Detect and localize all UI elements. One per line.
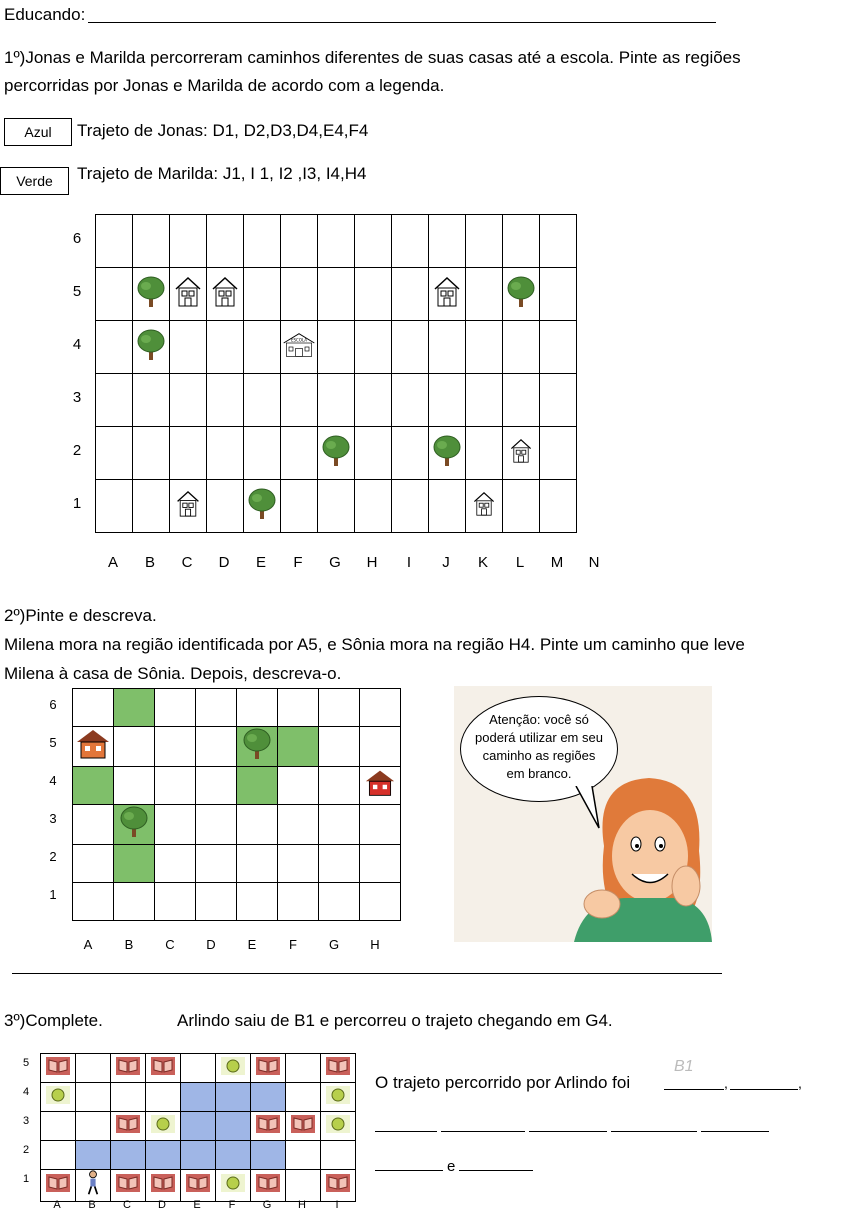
book-icon [256, 1174, 280, 1192]
grid-cell[interactable] [319, 805, 360, 845]
grid-cell[interactable] [196, 727, 237, 767]
bush-icon [326, 1115, 350, 1133]
q3-and: e [447, 1158, 456, 1175]
grid-cell[interactable] [170, 321, 207, 374]
bubble-line-2: poderá utilizar em seu [475, 730, 603, 745]
grid-cell[interactable] [41, 1170, 76, 1202]
grid-cell[interactable] [73, 883, 114, 921]
grid-cell[interactable] [392, 427, 429, 480]
grid-cell[interactable] [181, 1141, 216, 1170]
bush-icon [326, 1086, 350, 1104]
column-label: D [158, 1199, 166, 1211]
grid-cell[interactable] [133, 427, 170, 480]
grid-cell[interactable] [318, 480, 355, 533]
grid-cell[interactable] [286, 1112, 321, 1141]
bubble-line-1: Atenção: você só [489, 712, 589, 727]
grid-cell[interactable] [170, 268, 207, 321]
grid-cell[interactable] [466, 268, 503, 321]
grid-cell[interactable] [216, 1083, 251, 1112]
book-icon [46, 1057, 70, 1075]
grid-cell[interactable] [196, 883, 237, 921]
bubble-line-4: em branco. [506, 766, 572, 781]
grid-cell[interactable] [318, 374, 355, 427]
grid-cell[interactable] [133, 480, 170, 533]
grid-cell[interactable] [503, 427, 540, 480]
q3-answer-example: B1 [674, 1058, 694, 1075]
grid-cell[interactable] [181, 1112, 216, 1141]
grid-cell[interactable] [196, 767, 237, 805]
q3-blank-6[interactable] [611, 1131, 697, 1132]
grid-cell[interactable] [244, 374, 281, 427]
grid-cell[interactable] [216, 1170, 251, 1202]
column-label: E [247, 937, 257, 952]
column-label: I [335, 1199, 339, 1211]
column-label: I [406, 554, 412, 571]
book-icon [326, 1057, 350, 1075]
grid-cell[interactable] [355, 321, 392, 374]
grid-cell[interactable] [146, 1141, 181, 1170]
grid-cell[interactable] [237, 845, 278, 883]
row-label: 6 [72, 230, 82, 247]
grid-cell[interactable] [392, 374, 429, 427]
grid-cell[interactable] [503, 215, 540, 268]
grid-cell[interactable] [111, 1112, 146, 1141]
grid-cell[interactable] [281, 215, 318, 268]
bush-icon [221, 1174, 245, 1192]
grid-cell[interactable] [540, 427, 577, 480]
column-label: A [53, 1199, 61, 1211]
grid-cell[interactable] [96, 321, 133, 374]
column-label: J [442, 554, 450, 571]
column-label: F [228, 1199, 236, 1211]
boy-walking-icon [84, 1170, 102, 1196]
grid-cell[interactable] [429, 427, 466, 480]
grid-cell[interactable] [392, 480, 429, 533]
grid-cell[interactable] [133, 374, 170, 427]
grid-cell[interactable] [286, 1083, 321, 1112]
legend-azul-box: Azul [4, 118, 72, 146]
grid-cell[interactable] [466, 321, 503, 374]
grid-cell[interactable] [466, 374, 503, 427]
grid-cell[interactable] [319, 845, 360, 883]
grid-cell[interactable] [319, 689, 360, 727]
grid-cell[interactable] [355, 480, 392, 533]
grid-cell[interactable] [355, 374, 392, 427]
grid-cell[interactable] [114, 727, 155, 767]
grid-cell[interactable] [237, 805, 278, 845]
row-label: 2 [49, 848, 57, 864]
house-icon [432, 275, 462, 309]
grid-cell[interactable] [155, 883, 196, 921]
tree-icon [242, 727, 272, 761]
tree-icon [247, 487, 277, 521]
column-label: D [206, 937, 216, 952]
grid-cell[interactable] [155, 767, 196, 805]
grid-cell[interactable] [73, 805, 114, 845]
q3-statement: Arlindo saiu de B1 e percorreu o trajeto chegando em G4. [177, 1011, 613, 1030]
grid-cell[interactable] [355, 215, 392, 268]
book-icon [116, 1057, 140, 1075]
row-label: 4 [22, 1086, 30, 1098]
grid-cell[interactable] [111, 1054, 146, 1083]
grid-cell[interactable] [278, 689, 319, 727]
row-label: 2 [22, 1144, 30, 1156]
grid-cell[interactable] [360, 845, 401, 883]
bubble-tail-icon [574, 786, 604, 831]
q3-blank-7[interactable] [701, 1131, 769, 1132]
grid-cell[interactable] [286, 1141, 321, 1170]
row-label: 4 [49, 772, 57, 788]
row-label: 1 [49, 886, 57, 902]
grid-cell[interactable] [41, 1112, 76, 1141]
grid-cell[interactable] [429, 374, 466, 427]
grid-cell[interactable] [207, 427, 244, 480]
grid-cell[interactable] [318, 321, 355, 374]
grid-cell[interactable] [466, 427, 503, 480]
grid-cell[interactable] [540, 215, 577, 268]
grid-cell[interactable] [237, 689, 278, 727]
column-label: G [329, 554, 341, 571]
grid-cell[interactable] [155, 727, 196, 767]
column-label: M [550, 554, 564, 571]
grid-cell[interactable] [76, 1083, 111, 1112]
grid-cell[interactable] [278, 883, 319, 921]
bubble-line-3: caminho as regiões [482, 748, 596, 763]
grid-cell[interactable] [244, 215, 281, 268]
grid-cell[interactable] [133, 268, 170, 321]
name-line[interactable] [88, 22, 716, 23]
grid-cell[interactable] [281, 321, 318, 374]
house-icon [472, 484, 496, 524]
grid-cell[interactable] [96, 268, 133, 321]
grid-cell[interactable] [170, 480, 207, 533]
grid-cell[interactable] [237, 883, 278, 921]
grid-cell[interactable] [540, 480, 577, 533]
q1-title-cont: percorridas por Jonas e Marilda de acordo com a legenda. [4, 76, 445, 95]
grid-cell[interactable] [360, 883, 401, 921]
girl-illustration [454, 686, 712, 942]
grid-cell[interactable] [318, 215, 355, 268]
tree-icon [119, 805, 149, 839]
grid-cell[interactable] [319, 883, 360, 921]
svg-text:ESCOLA: ESCOLA [290, 337, 308, 343]
grid-cell[interactable] [360, 805, 401, 845]
grid-cell[interactable] [96, 215, 133, 268]
q3-blank-8[interactable] [375, 1170, 443, 1171]
grid-cell[interactable] [251, 1083, 286, 1112]
q3-answer-intro: O trajeto percorrido por Arlindo foi [375, 1073, 631, 1092]
grid-cell[interactable] [281, 374, 318, 427]
grid-cell[interactable] [73, 727, 114, 767]
grid-cell[interactable] [181, 1170, 216, 1202]
grid-cell[interactable] [146, 1112, 181, 1141]
grid-cell[interactable] [170, 374, 207, 427]
column-label: F [293, 554, 303, 571]
grid-cell[interactable] [360, 689, 401, 727]
book-icon [151, 1057, 175, 1075]
grid-cell[interactable] [181, 1054, 216, 1083]
educando-label: Educando: [4, 5, 86, 24]
grid-cell[interactable] [207, 321, 244, 374]
column-label: E [255, 554, 266, 571]
grid-cell[interactable] [355, 427, 392, 480]
grid-cell[interactable] [155, 845, 196, 883]
q3-blank-9[interactable] [459, 1170, 533, 1171]
grid-cell[interactable] [281, 268, 318, 321]
grid-cell[interactable] [114, 689, 155, 727]
red-house-icon [364, 768, 396, 798]
grid-q3-table [40, 1053, 356, 1202]
grid-cell[interactable] [133, 321, 170, 374]
grid-cell[interactable] [76, 1112, 111, 1141]
grid-cell[interactable] [196, 845, 237, 883]
column-label: D [218, 554, 230, 571]
column-label: E [193, 1199, 201, 1211]
book-icon [186, 1174, 210, 1192]
grid-cell[interactable] [76, 1054, 111, 1083]
grid-cell[interactable] [392, 268, 429, 321]
book-icon [291, 1115, 315, 1133]
grid-cell[interactable] [251, 1170, 286, 1202]
grid-cell[interactable] [170, 215, 207, 268]
grid-cell[interactable] [216, 1141, 251, 1170]
grid-cell[interactable] [196, 805, 237, 845]
tree-icon [136, 328, 166, 362]
row-label: 3 [49, 810, 57, 826]
book-icon [256, 1115, 280, 1133]
column-label: A [83, 937, 93, 952]
route-jonas: Trajeto de Jonas: D1, D2,D3,D4,E4,F4 [77, 121, 369, 140]
row-label: 1 [22, 1173, 30, 1185]
grid-cell[interactable] [278, 767, 319, 805]
column-label: B [124, 937, 134, 952]
grid-cell[interactable] [392, 215, 429, 268]
grid-cell[interactable] [466, 215, 503, 268]
grid-cell[interactable] [111, 1083, 146, 1112]
column-label: L [515, 554, 525, 571]
legend-verde-box: Verde [0, 167, 69, 195]
grid-cell[interactable] [540, 321, 577, 374]
grid-q2-table [72, 688, 401, 921]
red-house-icon [75, 727, 111, 761]
grid-cell[interactable] [321, 1083, 356, 1112]
grid-cell[interactable] [360, 727, 401, 767]
grid-cell[interactable] [429, 268, 466, 321]
bush-icon [221, 1057, 245, 1075]
grid-cell[interactable] [41, 1083, 76, 1112]
grid-cell[interactable] [281, 427, 318, 480]
q2-text1: Milena mora na região identificada por A5, e Sônia mora na região H4. Pinte um caminho que leve [4, 635, 745, 654]
school-icon [281, 330, 317, 360]
grid-q1-table [95, 214, 577, 533]
row-label: 5 [22, 1057, 30, 1069]
grid-cell[interactable] [319, 727, 360, 767]
q3-blank-2[interactable] [730, 1089, 798, 1090]
grid-cell[interactable] [244, 268, 281, 321]
grid-cell[interactable] [41, 1141, 76, 1170]
grid-cell[interactable] [321, 1170, 356, 1202]
grid-cell[interactable] [321, 1112, 356, 1141]
grid-cell[interactable] [170, 427, 207, 480]
grid-cell[interactable] [318, 268, 355, 321]
q3-blank-3[interactable] [375, 1131, 437, 1132]
grid-cell[interactable] [281, 480, 318, 533]
grid-cell[interactable] [73, 845, 114, 883]
grid-cell[interactable] [278, 845, 319, 883]
q2-title: 2º)Pinte e descreva. [4, 606, 157, 625]
bush-icon [151, 1115, 175, 1133]
row-label: 3 [72, 389, 82, 406]
grid-cell[interactable] [111, 1170, 146, 1202]
grid-cell[interactable] [237, 767, 278, 805]
q3-comma: , [724, 1075, 728, 1091]
grid-cell[interactable] [244, 427, 281, 480]
grid-cell[interactable] [133, 215, 170, 268]
q3-blank-1[interactable] [664, 1089, 724, 1090]
grid-cell[interactable] [278, 805, 319, 845]
grid-cell[interactable] [321, 1141, 356, 1170]
grid-cell[interactable] [392, 321, 429, 374]
grid-cell[interactable] [155, 689, 196, 727]
column-label: H [366, 554, 378, 571]
grid-cell[interactable] [114, 805, 155, 845]
grid-cell[interactable] [73, 689, 114, 727]
grid-cell[interactable] [319, 767, 360, 805]
grid-cell[interactable] [318, 427, 355, 480]
grid-cell[interactable] [207, 480, 244, 533]
grid-cell[interactable] [207, 374, 244, 427]
grid-cell[interactable] [429, 215, 466, 268]
bush-icon [46, 1086, 70, 1104]
q3-blank-4[interactable] [441, 1131, 525, 1132]
book-icon [46, 1174, 70, 1192]
house-icon [509, 434, 533, 468]
grid-cell[interactable] [503, 480, 540, 533]
grid-cell[interactable] [251, 1112, 286, 1141]
row-label: 6 [49, 696, 57, 712]
grid-cell[interactable] [251, 1141, 286, 1170]
tree-icon [432, 434, 462, 468]
grid-cell[interactable] [429, 480, 466, 533]
column-label: C [165, 937, 175, 952]
q2-text2: Milena à casa de Sônia. Depois, descreva-o. [4, 664, 342, 683]
grid-cell[interactable] [503, 374, 540, 427]
column-label: C [123, 1199, 131, 1211]
grid-cell[interactable] [244, 321, 281, 374]
grid-cell[interactable] [251, 1054, 286, 1083]
tree-icon [321, 434, 351, 468]
tree-icon [506, 275, 536, 309]
grid-cell[interactable] [278, 727, 319, 767]
grid-cell[interactable] [196, 689, 237, 727]
grid-cell[interactable] [114, 845, 155, 883]
column-label: H [298, 1199, 306, 1211]
grid-cell[interactable] [286, 1054, 321, 1083]
book-icon [116, 1115, 140, 1133]
grid-cell[interactable] [321, 1054, 356, 1083]
grid-cell[interactable] [503, 321, 540, 374]
q2-answer-line[interactable] [12, 973, 722, 974]
row-label: 2 [72, 442, 82, 459]
book-icon [116, 1174, 140, 1192]
row-label: 1 [72, 495, 82, 512]
grid-cell[interactable] [114, 767, 155, 805]
book-icon [256, 1057, 280, 1075]
grid-cell[interactable] [73, 767, 114, 805]
column-label: K [477, 554, 488, 571]
grid-cell[interactable] [540, 268, 577, 321]
grid-cell[interactable] [96, 427, 133, 480]
column-label: B [144, 554, 155, 571]
column-label: G [328, 937, 340, 952]
route-marilda: Trajeto de Marilda: J1, I 1, I2 ,I3, I4,H4 [77, 164, 367, 183]
grid-cell[interactable] [155, 805, 196, 845]
grid-cell[interactable] [429, 321, 466, 374]
grid-cell[interactable] [216, 1112, 251, 1141]
book-icon [326, 1174, 350, 1192]
grid-cell[interactable] [96, 480, 133, 533]
row-label: 4 [72, 336, 82, 353]
column-label: G [262, 1199, 272, 1211]
row-label: 5 [72, 283, 82, 300]
house-icon [173, 275, 203, 309]
grid-cell[interactable] [96, 374, 133, 427]
q3-title: 3º)Complete. [4, 1011, 103, 1030]
grid-cell[interactable] [41, 1054, 76, 1083]
grid-cell[interactable] [146, 1054, 181, 1083]
grid-cell[interactable] [360, 767, 401, 805]
row-label: 5 [49, 734, 57, 750]
grid-cell[interactable] [114, 883, 155, 921]
grid-cell[interactable] [503, 268, 540, 321]
column-label: A [107, 554, 118, 571]
row-label: 3 [22, 1115, 30, 1127]
grid-cell[interactable] [466, 480, 503, 533]
grid-cell[interactable] [146, 1170, 181, 1202]
book-icon [151, 1174, 175, 1192]
grid-cell[interactable] [207, 215, 244, 268]
grid-cell[interactable] [286, 1170, 321, 1202]
column-label: F [289, 937, 297, 952]
grid-cell[interactable] [207, 268, 244, 321]
house-icon [175, 484, 201, 524]
column-label: C [181, 554, 193, 571]
grid-cell[interactable] [76, 1141, 111, 1170]
grid-cell[interactable] [355, 268, 392, 321]
grid-cell[interactable] [111, 1141, 146, 1170]
grid-cell[interactable] [237, 727, 278, 767]
grid-cell[interactable] [540, 374, 577, 427]
grid-cell[interactable] [216, 1054, 251, 1083]
tree-icon [136, 275, 166, 309]
q1-title: 1º)Jonas e Marilda percorreram caminhos diferentes de suas casas até a escola. Pinte as regiões [4, 48, 741, 67]
q3-blank-5[interactable] [529, 1131, 607, 1132]
column-label: B [88, 1199, 96, 1211]
grid-cell[interactable] [76, 1170, 111, 1202]
house-icon [210, 275, 240, 309]
grid-cell[interactable] [244, 480, 281, 533]
q3-comma: , [798, 1075, 802, 1091]
column-label: H [370, 937, 380, 952]
grid-cell[interactable] [146, 1083, 181, 1112]
grid-cell[interactable] [181, 1083, 216, 1112]
column-label: N [588, 554, 600, 571]
